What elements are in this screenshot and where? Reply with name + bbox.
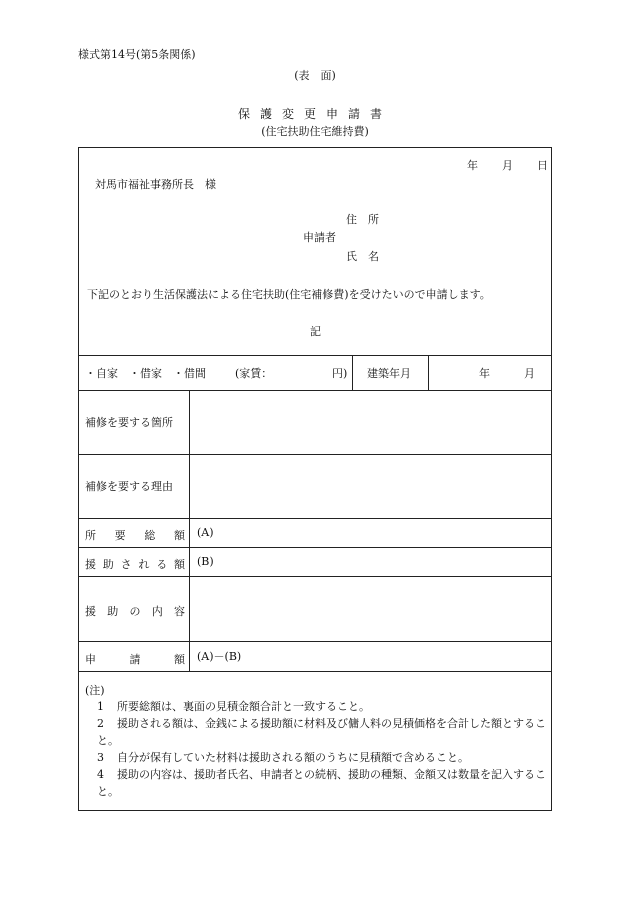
note-item (97, 749, 547, 766)
label-char: 援 (85, 558, 96, 571)
built-date-label: 建築年月 (367, 367, 411, 380)
divider (79, 355, 551, 356)
divider (79, 390, 551, 391)
label-char: の (129, 605, 141, 618)
assisted-amount-label (85, 556, 185, 572)
form-number: 様式第14号(第5条関係) (78, 48, 196, 61)
label-char: 要 (114, 529, 126, 542)
date-month-label: 月 (502, 159, 513, 172)
document-title: 保護変更申請書 (237, 107, 392, 121)
note-text: 援助される額は、金銭による援助額に材料及び傭人料の見積価格を合計した額とすること。 (97, 717, 546, 747)
note-text: 所要総額は、裏面の見積金額合計と一致すること。 (117, 700, 370, 713)
document-subtitle: (住宅扶助住宅維持費) (261, 125, 369, 138)
divider (79, 518, 551, 519)
housing-type-options: ・自家 ・借家 ・借間 (85, 367, 206, 380)
note-text: 援助の内容は、援助者氏名、申請者との続柄、援助の種類、金額又は数量を記入すること。 (97, 768, 546, 798)
label-char: 助 (107, 605, 119, 618)
label-char: 額 (174, 653, 185, 666)
label-char: 容 (174, 605, 185, 618)
note-item (97, 715, 547, 749)
divider (79, 671, 551, 672)
address-label: 住 所 (346, 213, 379, 226)
divider (352, 355, 353, 390)
rent-label: (家賃： (235, 367, 273, 380)
label-char: 内 (151, 605, 163, 618)
label-char: 所 (85, 529, 96, 542)
label-char: 請 (129, 653, 141, 666)
applicant-label: 申請者 (303, 231, 336, 244)
assisted-amount-value: (B) (197, 555, 214, 568)
repair-location-label: 補修を要する箇所 (85, 416, 173, 429)
repair-reason-label: 補修を要する理由 (85, 480, 173, 493)
divider (428, 355, 429, 390)
built-year-label: 年 (479, 367, 490, 380)
notes-heading: (注) (85, 684, 105, 697)
label-char: 援 (85, 605, 96, 618)
note-text: 自分が保有していた材料は援助される額のうちに見積額で含めること。 (117, 751, 469, 764)
name-label: 氏 名 (346, 250, 379, 263)
label-char: る (156, 558, 168, 571)
note-number: 3 (97, 751, 104, 764)
note-number: 2 (97, 717, 104, 730)
assistance-content-label (85, 603, 185, 619)
label-char: 申 (85, 653, 96, 666)
label-char: 総 (144, 529, 156, 542)
note-number: 1 (97, 700, 104, 713)
side-label: (表 面) (294, 69, 336, 82)
application-form-table (78, 147, 552, 811)
built-month-label: 月 (524, 367, 535, 380)
total-required-value: (A) (197, 526, 214, 539)
divider (79, 576, 551, 577)
note-item (97, 766, 547, 800)
application-amount-label (85, 651, 185, 667)
addressee: 対馬市福祉事務所長 様 (95, 178, 216, 191)
label-char: さ (120, 558, 132, 571)
date-day-label: 日 (537, 159, 548, 172)
note-number: 4 (97, 768, 104, 781)
label-char: 額 (173, 529, 185, 542)
divider (79, 547, 551, 548)
note-item (97, 698, 547, 715)
application-amount-value: (A)－(B) (197, 650, 242, 663)
divider (189, 390, 190, 671)
label-char: 額 (173, 558, 185, 571)
divider (79, 641, 551, 642)
divider (79, 454, 551, 455)
rent-unit: 円) (332, 367, 348, 380)
ki-label: 記 (310, 325, 321, 338)
total-required-label (85, 527, 185, 543)
date-year-label: 年 (467, 159, 478, 172)
label-char: れ (138, 558, 150, 571)
label-char: 助 (102, 558, 114, 571)
application-statement: 下記のとおり生活保護法による住宅扶助(住宅補修費)を受けたいので申請します。 (87, 288, 491, 301)
